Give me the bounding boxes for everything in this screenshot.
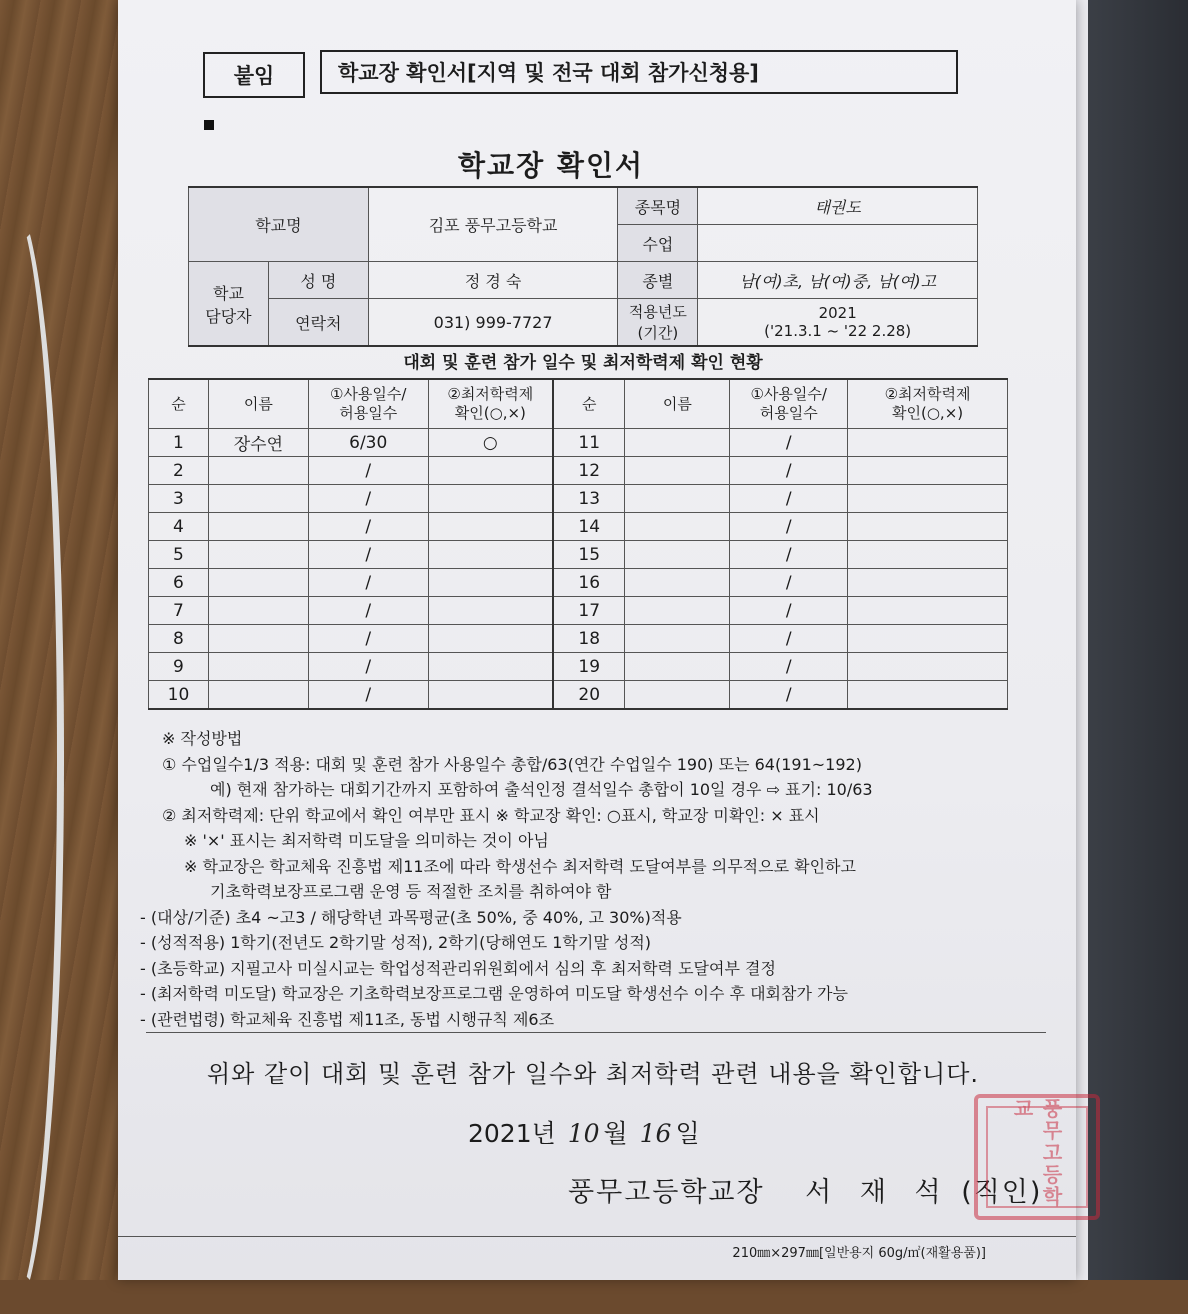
- row-days: /: [308, 569, 428, 597]
- row-name: [625, 429, 730, 457]
- row-days: /: [308, 485, 428, 513]
- note-2: ② 최저학력제: 단위 학교에서 확인 여부만 표시 ※ 학교장 확인: ○표시, 학교장 미확인: × 표시: [162, 805, 820, 825]
- row-no: 6: [149, 569, 209, 597]
- row-no: 19: [553, 653, 625, 681]
- contact-value: 031) 999-7727: [368, 299, 618, 347]
- divider: [146, 1032, 1046, 1033]
- class-label: 수업: [618, 225, 698, 262]
- header-days: ①사용일수/ 허용일수: [730, 379, 848, 429]
- table-row: [149, 569, 1008, 597]
- participation-table: [148, 378, 1008, 710]
- row-no: 12: [553, 457, 625, 485]
- row-no: 13: [553, 485, 625, 513]
- header-check: ②최저학력제 확인(○,×): [428, 379, 553, 429]
- row-name: [625, 597, 730, 625]
- note-4-cont: 기초학력보장프로그램 운영 등 적절한 조치를 취하여야 함: [210, 882, 612, 901]
- row-days: /: [308, 625, 428, 653]
- table-row: [149, 513, 1008, 541]
- row-days: /: [308, 681, 428, 710]
- row-check: [848, 597, 1008, 625]
- row-check: [848, 681, 1008, 710]
- detail-3: - (초등학교) 지필고사 미실시교는 학업성적관리위원회에서 심의 후 최저학력 도달여부 결정: [140, 958, 776, 978]
- row-name: [208, 457, 308, 485]
- sport-label: 종목명: [618, 187, 698, 225]
- row-days: /: [730, 513, 848, 541]
- row-name: [625, 653, 730, 681]
- name-value: 정 경 숙: [368, 262, 618, 299]
- confirmation-statement: 위와 같이 대회 및 훈련 참가 일수와 최저학력 관련 내용을 확인합니다.: [206, 1060, 980, 1088]
- principal-name: 서 재 석: [805, 1177, 951, 1208]
- document-title: 학교장 확인서: [458, 149, 645, 182]
- row-check: [428, 681, 553, 710]
- row-check: [848, 457, 1008, 485]
- row-name: [625, 541, 730, 569]
- row-name: [625, 485, 730, 513]
- row-name: [208, 625, 308, 653]
- table-row: [149, 485, 1008, 513]
- divider: [118, 1236, 1076, 1237]
- row-check: [428, 653, 553, 681]
- date-month-unit: 월: [603, 1119, 628, 1148]
- paper-spec-footer: 210㎜×297㎜[일반용지 60g/㎡(재활용품)]: [732, 1246, 986, 1261]
- row-check: [428, 457, 553, 485]
- row-days: /: [308, 457, 428, 485]
- signing-date: [468, 1114, 700, 1150]
- row-no: 18: [553, 625, 625, 653]
- row-name: [625, 457, 730, 485]
- row-check: [848, 429, 1008, 457]
- row-no: 10: [149, 681, 209, 710]
- row-check: [428, 485, 553, 513]
- row-name: [208, 569, 308, 597]
- name-label: 성 명: [268, 262, 368, 299]
- row-no: 5: [149, 541, 209, 569]
- row-no: 14: [553, 513, 625, 541]
- row-days: /: [730, 597, 848, 625]
- row-name: 장수연: [208, 429, 308, 457]
- header-no: 순: [149, 379, 209, 429]
- date-year: 2021년: [468, 1119, 556, 1148]
- row-name: [208, 653, 308, 681]
- sport-value: 태권도: [698, 187, 978, 225]
- row-name: [208, 597, 308, 625]
- table-row: [149, 429, 1008, 457]
- table-header-row: [149, 379, 1008, 429]
- date-day-handwritten: 16: [639, 1119, 672, 1148]
- header-days: ①사용일수/ 허용일수: [308, 379, 428, 429]
- row-check: ○: [428, 429, 553, 457]
- note-3: ※ '×' 표시는 최저학력 미도달을 의미하는 것이 아님: [184, 831, 549, 850]
- date-month-handwritten: 10: [567, 1119, 600, 1148]
- row-name: [208, 541, 308, 569]
- row-name: [208, 681, 308, 710]
- row-days: /: [730, 457, 848, 485]
- table-row: [149, 541, 1008, 569]
- square-bullet-icon: [204, 120, 214, 130]
- row-no: 4: [149, 513, 209, 541]
- header-name: 이름: [208, 379, 308, 429]
- writing-instructions: [140, 726, 1060, 1032]
- detail-4: - (최저학력 미도달) 학교장은 기초학력보장프로그램 운영하여 미도달 학생선수 이수 후 대회참가 가능: [140, 984, 848, 1003]
- table-row: [149, 597, 1008, 625]
- table-row: [149, 457, 1008, 485]
- row-no: 9: [149, 653, 209, 681]
- manager-label: 학교 담당자: [189, 262, 269, 347]
- row-check: [848, 625, 1008, 653]
- principal-title: 풍무고등학교장: [568, 1177, 765, 1208]
- row-check: [428, 569, 553, 597]
- row-days: /: [308, 597, 428, 625]
- row-name: [208, 485, 308, 513]
- row-name: [625, 569, 730, 597]
- row-check: [848, 513, 1008, 541]
- row-name: [208, 513, 308, 541]
- row-days: /: [730, 653, 848, 681]
- row-check: [848, 541, 1008, 569]
- school-name-label: 학교명: [189, 187, 369, 262]
- row-check: [848, 569, 1008, 597]
- row-days: 6/30: [308, 429, 428, 457]
- row-days: /: [730, 625, 848, 653]
- row-no: 7: [149, 597, 209, 625]
- row-check: [848, 485, 1008, 513]
- row-no: 20: [553, 681, 625, 710]
- note-4: ※ 학교장은 학교체육 진흥법 제11조에 따라 학생선수 최저학력 도달여부를 의무적으로 확인하고: [184, 856, 856, 876]
- row-days: /: [730, 569, 848, 597]
- row-no: 3: [149, 485, 209, 513]
- row-check: [428, 541, 553, 569]
- document-subject: 학교장 확인서[지역 및 전국 대회 참가신청용]: [320, 50, 958, 94]
- table-row: [149, 653, 1008, 681]
- table-row: [149, 681, 1008, 710]
- detail-1: - (대상/기준) 초4 ~고3 / 해당학년 과목평균(초 50%, 중 40%, 고 30%)적용: [140, 907, 682, 927]
- row-no: 11: [553, 429, 625, 457]
- seal-text: 풍무고등학교: [1010, 1098, 1063, 1208]
- header-name: 이름: [625, 379, 730, 429]
- row-days: /: [308, 513, 428, 541]
- school-name-value: 김포 풍무고등학교: [368, 187, 618, 262]
- type-value: 남(여)초, 남(여)중, 남(여)고: [698, 262, 978, 299]
- row-name: [625, 681, 730, 710]
- row-no: 2: [149, 457, 209, 485]
- row-days: /: [308, 541, 428, 569]
- notes-heading: ※ 작성방법: [162, 729, 243, 748]
- row-no: 16: [553, 569, 625, 597]
- detail-5: - (관련법령) 학교체육 진흥법 제11조, 동법 시행규칙 제6조: [140, 1009, 555, 1029]
- school-info-table: [188, 186, 978, 347]
- row-check: [428, 513, 553, 541]
- table-row: [149, 625, 1008, 653]
- row-check: [848, 653, 1008, 681]
- note-1-example: 예) 현재 참가하는 대회기간까지 포함하여 출석인정 결석일수 총합이 10일 경우 ⇨ 표기: 10/63: [210, 780, 873, 799]
- note-1: ① 수업일수1/3 적용: 대회 및 훈련 참가 사용일수 총합/63(연간 수업일수 190) 또는 64(191~192): [162, 754, 862, 774]
- row-no: 8: [149, 625, 209, 653]
- document-page: [118, 0, 1076, 1280]
- row-no: 1: [149, 429, 209, 457]
- principal-signature: [568, 1170, 1042, 1209]
- attachment-label: 붙임: [203, 52, 305, 98]
- section-title: 대회 및 훈련 참가 일수 및 최저학력제 확인 현황: [403, 353, 763, 373]
- row-days: /: [730, 429, 848, 457]
- row-check: [428, 625, 553, 653]
- year-value: 2021 ('21.3.1 ~ '22 2.28): [698, 299, 978, 347]
- row-days: /: [730, 541, 848, 569]
- row-name: [625, 513, 730, 541]
- date-day-unit: 일: [675, 1119, 700, 1148]
- detail-2: - (성적적용) 1학기(전년도 2학기말 성적), 2학기(당해연도 1학기말 성적): [140, 933, 652, 952]
- row-check: [428, 597, 553, 625]
- official-seal-stamp: [974, 1094, 1100, 1220]
- row-name: [625, 625, 730, 653]
- row-days: /: [730, 485, 848, 513]
- header-check: ②최저학력제 확인(○,×): [848, 379, 1008, 429]
- contact-label: 연락처: [268, 299, 368, 347]
- row-no: 15: [553, 541, 625, 569]
- header-no: 순: [553, 379, 625, 429]
- background-object: [1088, 0, 1188, 1280]
- class-value: [698, 225, 978, 262]
- type-label: 종별: [618, 262, 698, 299]
- seal-label: (직인): [961, 1177, 1043, 1208]
- row-days: /: [730, 681, 848, 710]
- row-days: /: [308, 653, 428, 681]
- year-label: 적용년도 (기간): [618, 299, 698, 347]
- row-no: 17: [553, 597, 625, 625]
